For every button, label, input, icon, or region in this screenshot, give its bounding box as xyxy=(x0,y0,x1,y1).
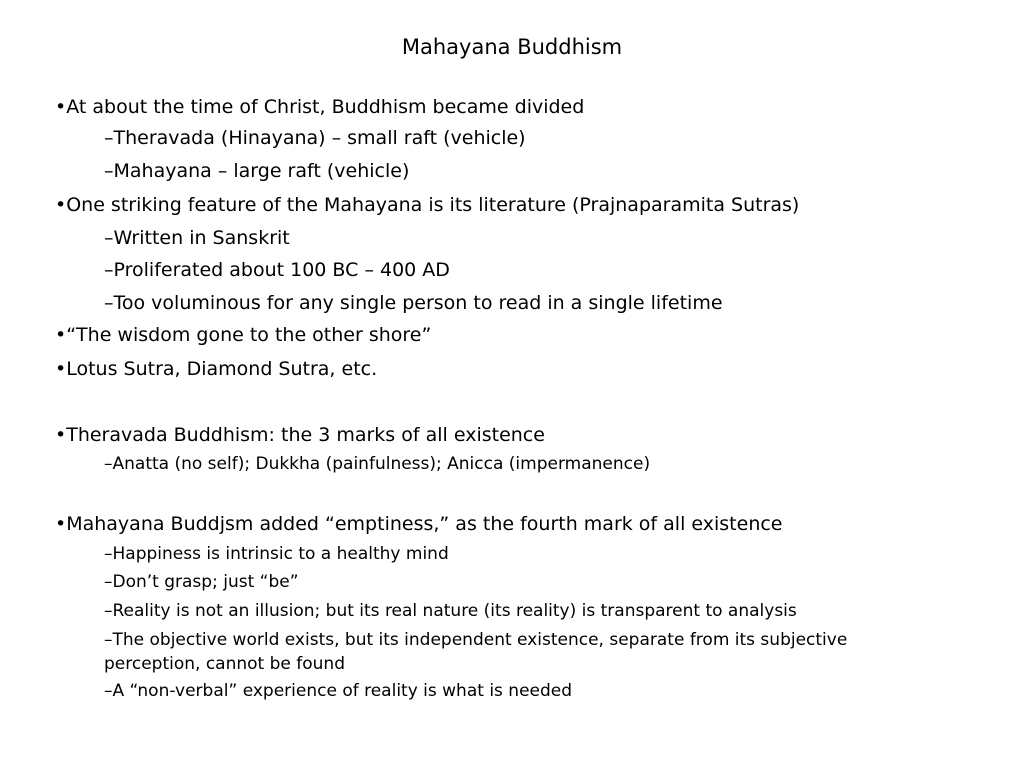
sub-bullet-line: –A “non-verbal” experience of reality is what is needed xyxy=(104,681,573,701)
sub-bullet-line: –Proliferated about 100 BC – 400 AD xyxy=(104,259,450,281)
bullet-line: •One striking feature of the Mahayana is its literature (Prajnaparamita Sutras) xyxy=(55,194,800,216)
bullet-line: •Theravada Buddhism: the 3 marks of all existence xyxy=(55,424,545,446)
sub-bullet-line: –Mahayana – large raft (vehicle) xyxy=(104,160,410,182)
sub-bullet-line: –Too voluminous for any single person to read in a single lifetime xyxy=(104,292,723,314)
slide-title: Mahayana Buddhism xyxy=(401,35,623,59)
sub-bullet-line: –Reality is not an illusion; but its real nature (its reality) is transparent to analysis xyxy=(104,601,797,621)
sub-bullet-line: –Happiness is intrinsic to a healthy mind xyxy=(104,544,449,564)
bullet-line: •Lotus Sutra, Diamond Sutra, etc. xyxy=(55,358,378,380)
sub-bullet-line: –Don’t grasp; just “be” xyxy=(104,572,299,592)
bullet-line: •“The wisdom gone to the other shore” xyxy=(55,324,432,346)
sub-bullet-line: –Anatta (no self); Dukkha (painfulness); Anicca (impermanence) xyxy=(104,454,651,474)
sub-bullet-line: –Theravada (Hinayana) – small raft (vehicle) xyxy=(104,127,526,149)
bullet-line: •At about the time of Christ, Buddhism became divided xyxy=(55,96,585,118)
sub-bullet-line: –Written in Sanskrit xyxy=(104,227,290,249)
sub-bullet-line: –The objective world exists, but its independent existence, separate from its subjective perception, cannot be found xyxy=(104,630,848,674)
bullet-line: •Mahayana Buddjsm added “emptiness,” as the fourth mark of all existence xyxy=(55,513,783,535)
